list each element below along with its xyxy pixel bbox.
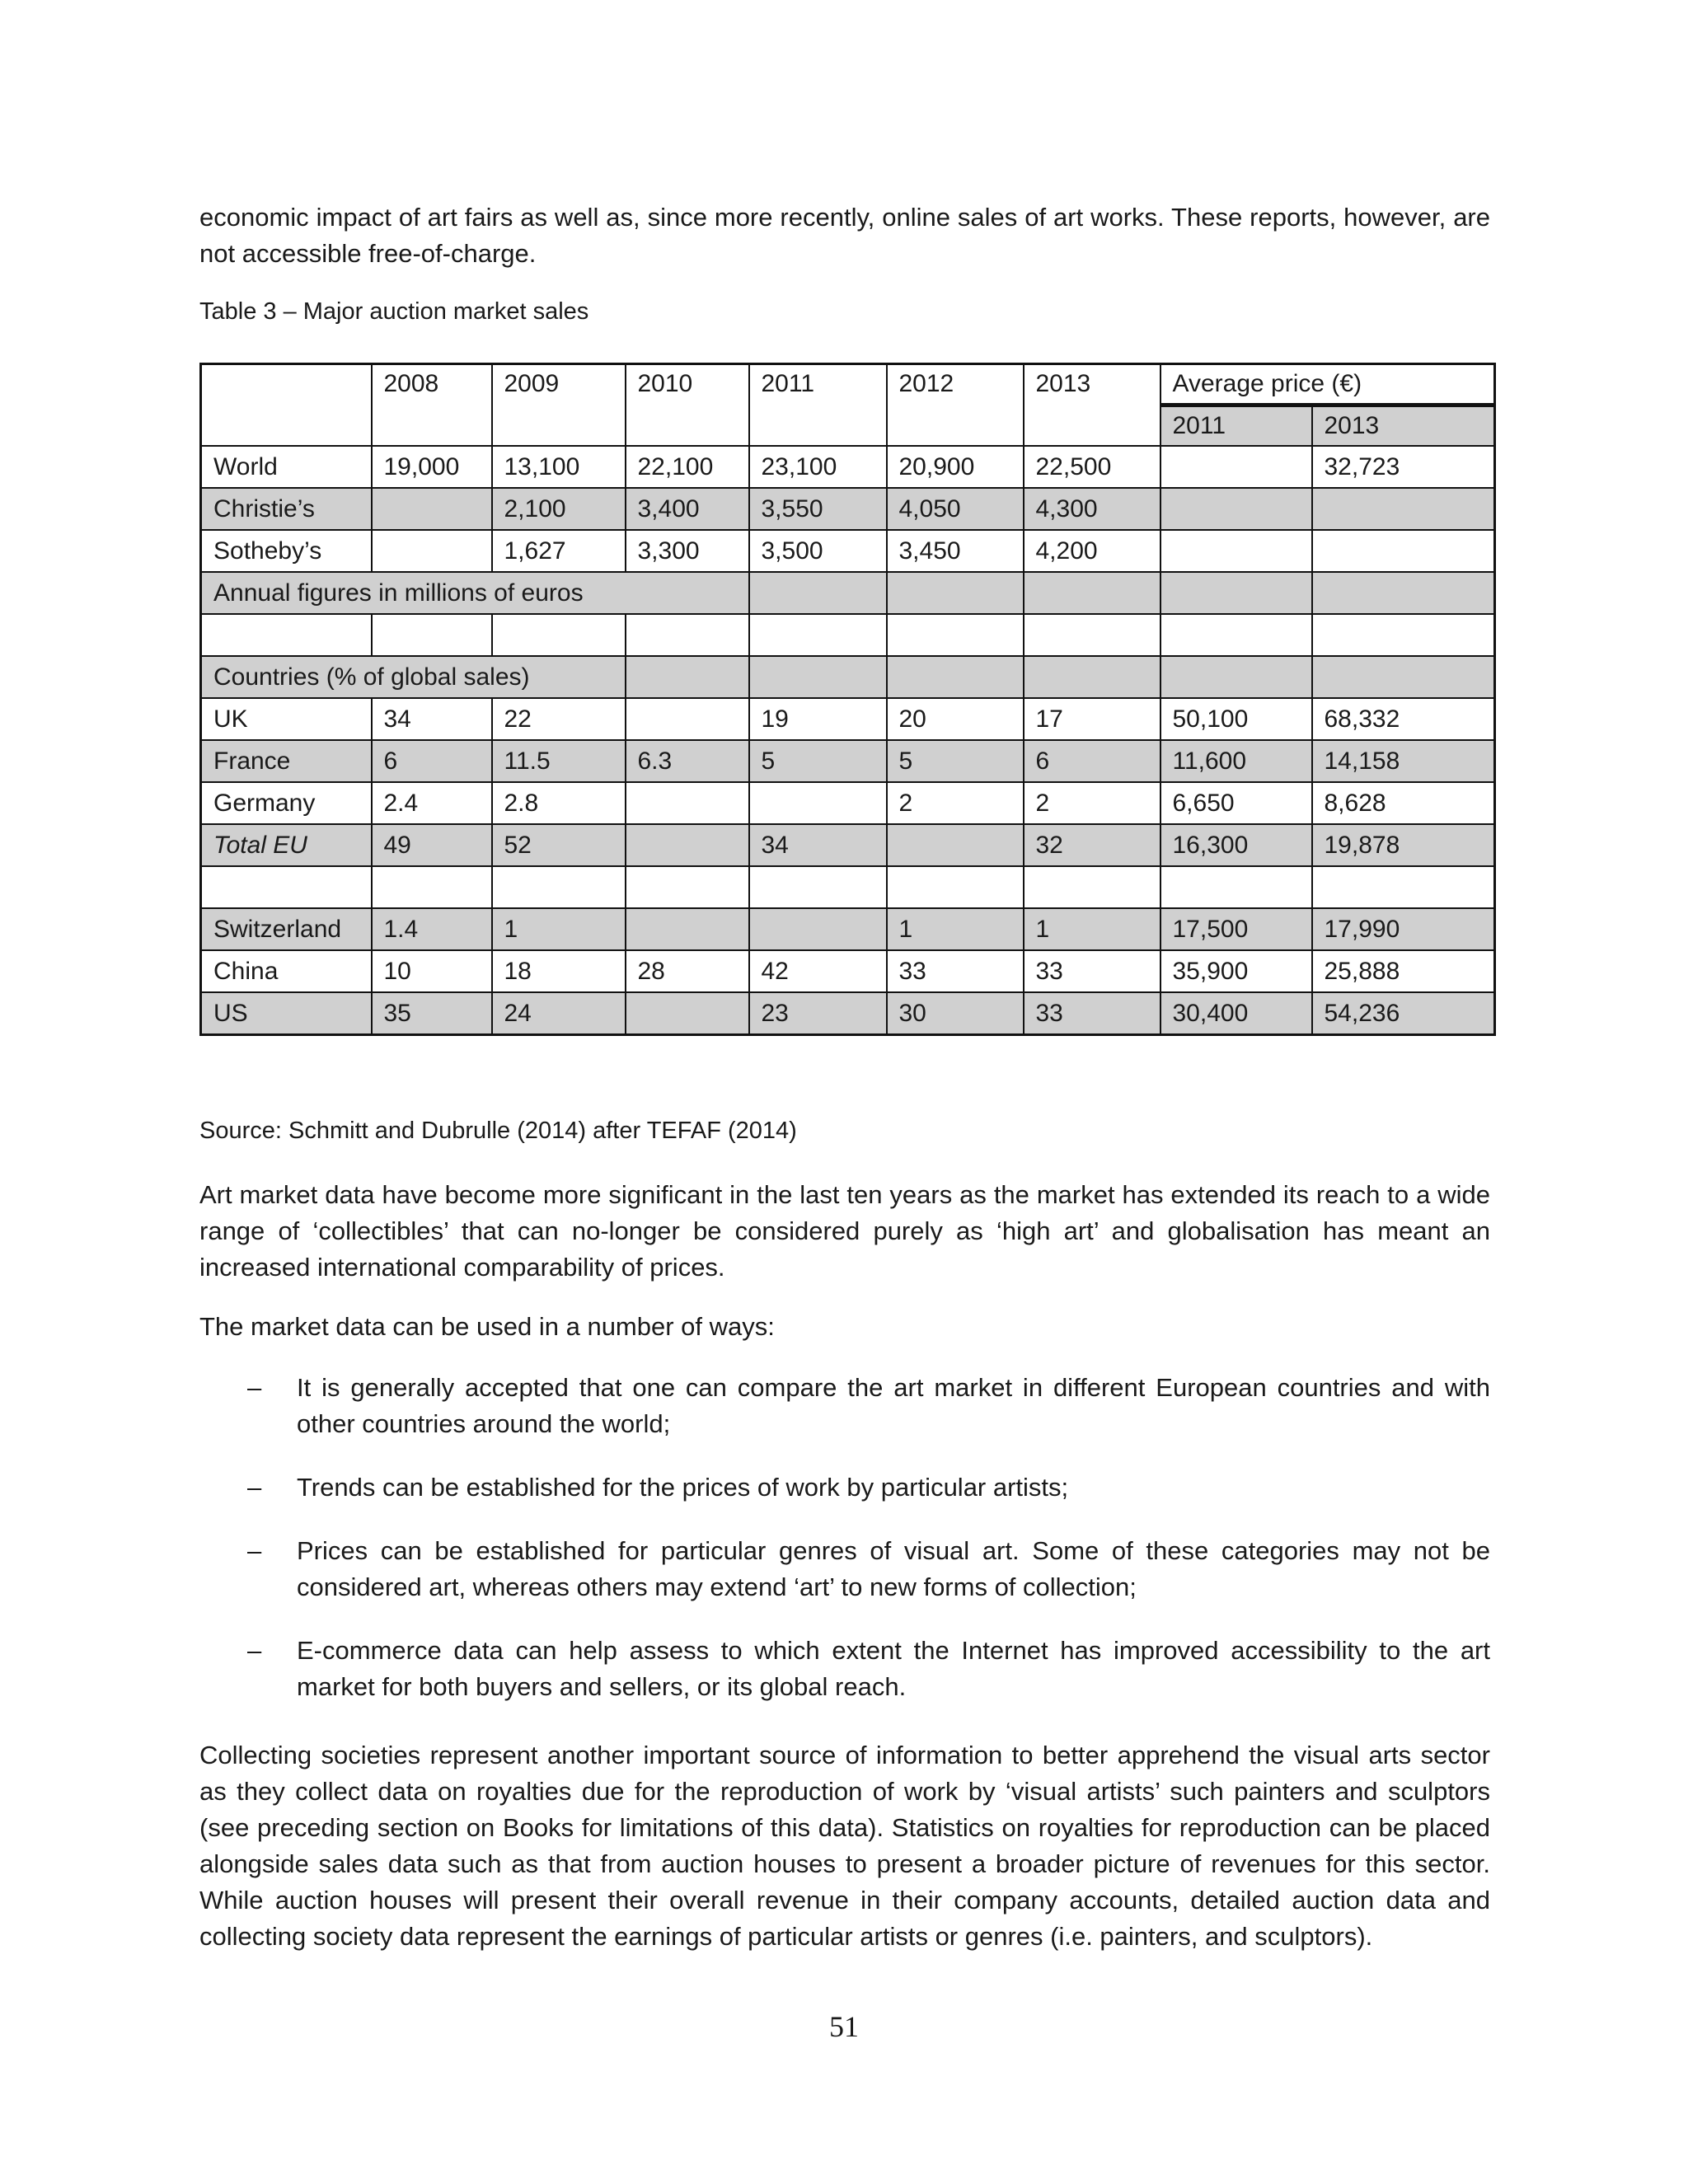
dash-bullet-icon: – [247,1636,262,1665]
table-row [201,992,1495,1035]
table-cell: 3,400 [626,488,749,530]
table-cell [1160,488,1312,530]
header-year-2010: 2010 [626,364,749,447]
table-cell [492,866,626,908]
row-label: US [201,992,372,1035]
annual-figures-note: Annual figures in millions of euros [201,572,749,614]
table-cell [887,614,1024,656]
table-cell: 35 [372,992,492,1035]
page-number: 51 [829,2010,859,2043]
table-cell: 17 [1024,698,1160,740]
table-cell [1160,446,1312,488]
table-cell: 11,600 [1160,740,1312,782]
table-cell: 16,300 [1160,824,1312,866]
table-cell [1312,530,1495,572]
table-cell [372,866,492,908]
row-label: UK [201,698,372,740]
table-cell: 33 [1024,992,1160,1035]
header-year-2012: 2012 [887,364,1024,447]
table-source: Source: Schmitt and Dubrulle (2014) after TEFAF (2014) [199,1118,797,1144]
table-cell [201,614,372,656]
row-label: Total EU [201,824,372,866]
table-cell: 2 [1024,782,1160,824]
table-cell: 17,500 [1160,908,1312,950]
table-cell: 32 [1024,824,1160,866]
table-cell [372,530,492,572]
table-cell: 1.4 [372,908,492,950]
body-paragraph-3: Collecting societies represent another important source of information to better apprehend the visual arts sector as they collect data on royalties due for the reproduction of work by ‘visual artists’ such painters and sculptors (see preceding section on Books for limitations of this data). Statistics on royalties for reproduction can be placed alongside sales data such as that from auction houses to present a broader picture of revenues for this sector. While auction houses will present their overall revenue in their company accounts, detailed auction data and collecting society data represent the earnings of particular artists or genres (i.e. painters, and sculptors). [199,1741,1490,1951]
table-cell: 2,100 [492,488,626,530]
table-cell: 23,100 [749,446,887,488]
list-item [247,1633,1490,1705]
table-cell: 42 [749,950,887,992]
auction-sales-table [199,363,1496,1036]
header-average-price: Average price (€) [1160,364,1495,405]
table-note-row [201,572,1495,614]
table-cell: 18 [492,950,626,992]
table-cell [749,656,887,698]
table-cell: 19,000 [372,446,492,488]
table-header-row [201,364,1495,405]
list-item-text: Prices can be established for particular genres of visual art. Some of these categories may not be considered art, whereas others may extend ‘art’ to new forms of collection; [297,1536,1490,1601]
table-cell [626,656,749,698]
dash-bullet-icon: – [247,1536,262,1565]
table-cell [626,614,749,656]
table-cell [1160,656,1312,698]
table-cell: 1,627 [492,530,626,572]
table-cell: 30 [887,992,1024,1035]
table-cell: 52 [492,824,626,866]
table-cell: 3,550 [749,488,887,530]
table-cell [1024,614,1160,656]
table-row [201,824,1495,866]
table-cell: 2.8 [492,782,626,824]
table-spacer-row [201,866,1495,908]
list-item-text: E-commerce data can help assess to which extent the Internet has improved accessibility to the art market for both buyers and sellers, or its global reach. [297,1636,1490,1701]
table-cell [626,908,749,950]
row-label: Switzerland [201,908,372,950]
table-row [201,782,1495,824]
table-cell: 4,300 [1024,488,1160,530]
body-paragraph-1: Art market data have become more significant in the last ten years as the market has extended its reach to a wide range of ‘collectibles’ that can no-longer be considered purely as ‘high art’ and globalisation has meant an increased international comparability of prices. [199,1180,1490,1282]
table-cell: 68,332 [1312,698,1495,740]
table-cell: 4,200 [1024,530,1160,572]
table-cell [626,824,749,866]
row-label: Germany [201,782,372,824]
list-item-text: Trends can be established for the prices of work by particular artists; [297,1473,1069,1502]
dash-bullet-icon: – [247,1473,262,1502]
table-row [201,950,1495,992]
table-cell [492,614,626,656]
table-cell: 5 [749,740,887,782]
row-label: Sotheby’s [201,530,372,572]
table-cell [372,614,492,656]
table-cell [626,698,749,740]
intro-paragraph: economic impact of art fairs as well as, since more recently, online sales of art works. These reports, however, are not accessible free-of-charge. [199,203,1490,268]
table-cell: 54,236 [1312,992,1495,1035]
table-cell [626,866,749,908]
table-cell [887,866,1024,908]
table-cell: 2.4 [372,782,492,824]
table-cell: 32,723 [1312,446,1495,488]
table-cell [1312,614,1495,656]
bullet-list [247,1370,1490,1732]
table-cell: 20,900 [887,446,1024,488]
header-year-2013: 2013 [1024,364,1160,447]
table-cell: 33 [1024,950,1160,992]
table-row [201,908,1495,950]
table-cell: 22 [492,698,626,740]
table-cell: 23 [749,992,887,1035]
table-cell: 14,158 [1312,740,1495,782]
body-paragraph-2: The market data can be used in a number of ways: [199,1312,775,1341]
table-cell: 35,900 [1160,950,1312,992]
table-cell: 22,100 [626,446,749,488]
table-cell [887,824,1024,866]
table-cell [749,782,887,824]
table-cell: 5 [887,740,1024,782]
table-cell: 6.3 [626,740,749,782]
row-label: Christie’s [201,488,372,530]
row-label: China [201,950,372,992]
table-cell [201,866,372,908]
table-cell [1312,656,1495,698]
header-avg-2011: 2011 [1160,405,1312,447]
table-cell: 6,650 [1160,782,1312,824]
table-cell [887,656,1024,698]
table-cell: 22,500 [1024,446,1160,488]
table-cell: 50,100 [1160,698,1312,740]
table-cell: 1 [887,908,1024,950]
table-cell [1160,866,1312,908]
table-cell: 19,878 [1312,824,1495,866]
table-cell: 20 [887,698,1024,740]
list-item [247,1533,1490,1605]
list-item [247,1370,1490,1442]
row-label: World [201,446,372,488]
table-caption: Table 3 – Major auction market sales [199,298,589,325]
table-cell: 6 [1024,740,1160,782]
table-cell: 24 [492,992,626,1035]
header-avg-2013: 2013 [1312,405,1495,447]
table-cell [1024,656,1160,698]
table-cell: 49 [372,824,492,866]
row-label: France [201,740,372,782]
header-year-2009: 2009 [492,364,626,447]
table-cell: 11.5 [492,740,626,782]
list-item [247,1469,1490,1506]
table-cell [1312,866,1495,908]
table-cell: 6 [372,740,492,782]
table-cell [1312,488,1495,530]
table-cell [1160,614,1312,656]
header-year-2011: 2011 [749,364,887,447]
dash-bullet-icon: – [247,1373,262,1402]
list-item-text: It is generally accepted that one can compare the art market in different European countries and with other countries around the world; [297,1373,1490,1438]
table-cell: 2 [887,782,1024,824]
table-spacer-row [201,614,1495,656]
table-cell: 25,888 [1312,950,1495,992]
table-cell: 34 [749,824,887,866]
table-cell: 3,300 [626,530,749,572]
table-cell: 19 [749,698,887,740]
table-cell: 30,400 [1160,992,1312,1035]
table-row [201,446,1495,488]
table-cell: 34 [372,698,492,740]
header-year-2008: 2008 [372,364,492,447]
table-row [201,488,1495,530]
table-cell: 28 [626,950,749,992]
table-cell [626,992,749,1035]
countries-header-row [201,656,1495,698]
table-row [201,740,1495,782]
table-cell: 4,050 [887,488,1024,530]
table-cell [372,488,492,530]
table-cell [749,614,887,656]
table-cell [749,908,887,950]
table-cell [1024,866,1160,908]
table-cell: 8,628 [1312,782,1495,824]
table-cell [1312,572,1495,614]
header-empty-cell [201,364,372,447]
table-cell [749,866,887,908]
table-cell: 10 [372,950,492,992]
table-cell: 3,500 [749,530,887,572]
table-cell: 1 [1024,908,1160,950]
table-cell: 3,450 [887,530,1024,572]
table-cell [1160,572,1312,614]
table-row [201,698,1495,740]
table-cell: 13,100 [492,446,626,488]
table-cell [1024,572,1160,614]
table-cell [626,782,749,824]
table-cell [749,572,887,614]
table-row [201,530,1495,572]
table-cell: 1 [492,908,626,950]
table-cell [1160,530,1312,572]
table-cell: 17,990 [1312,908,1495,950]
table-cell [887,572,1024,614]
table-cell: 33 [887,950,1024,992]
countries-header: Countries (% of global sales) [201,656,626,698]
